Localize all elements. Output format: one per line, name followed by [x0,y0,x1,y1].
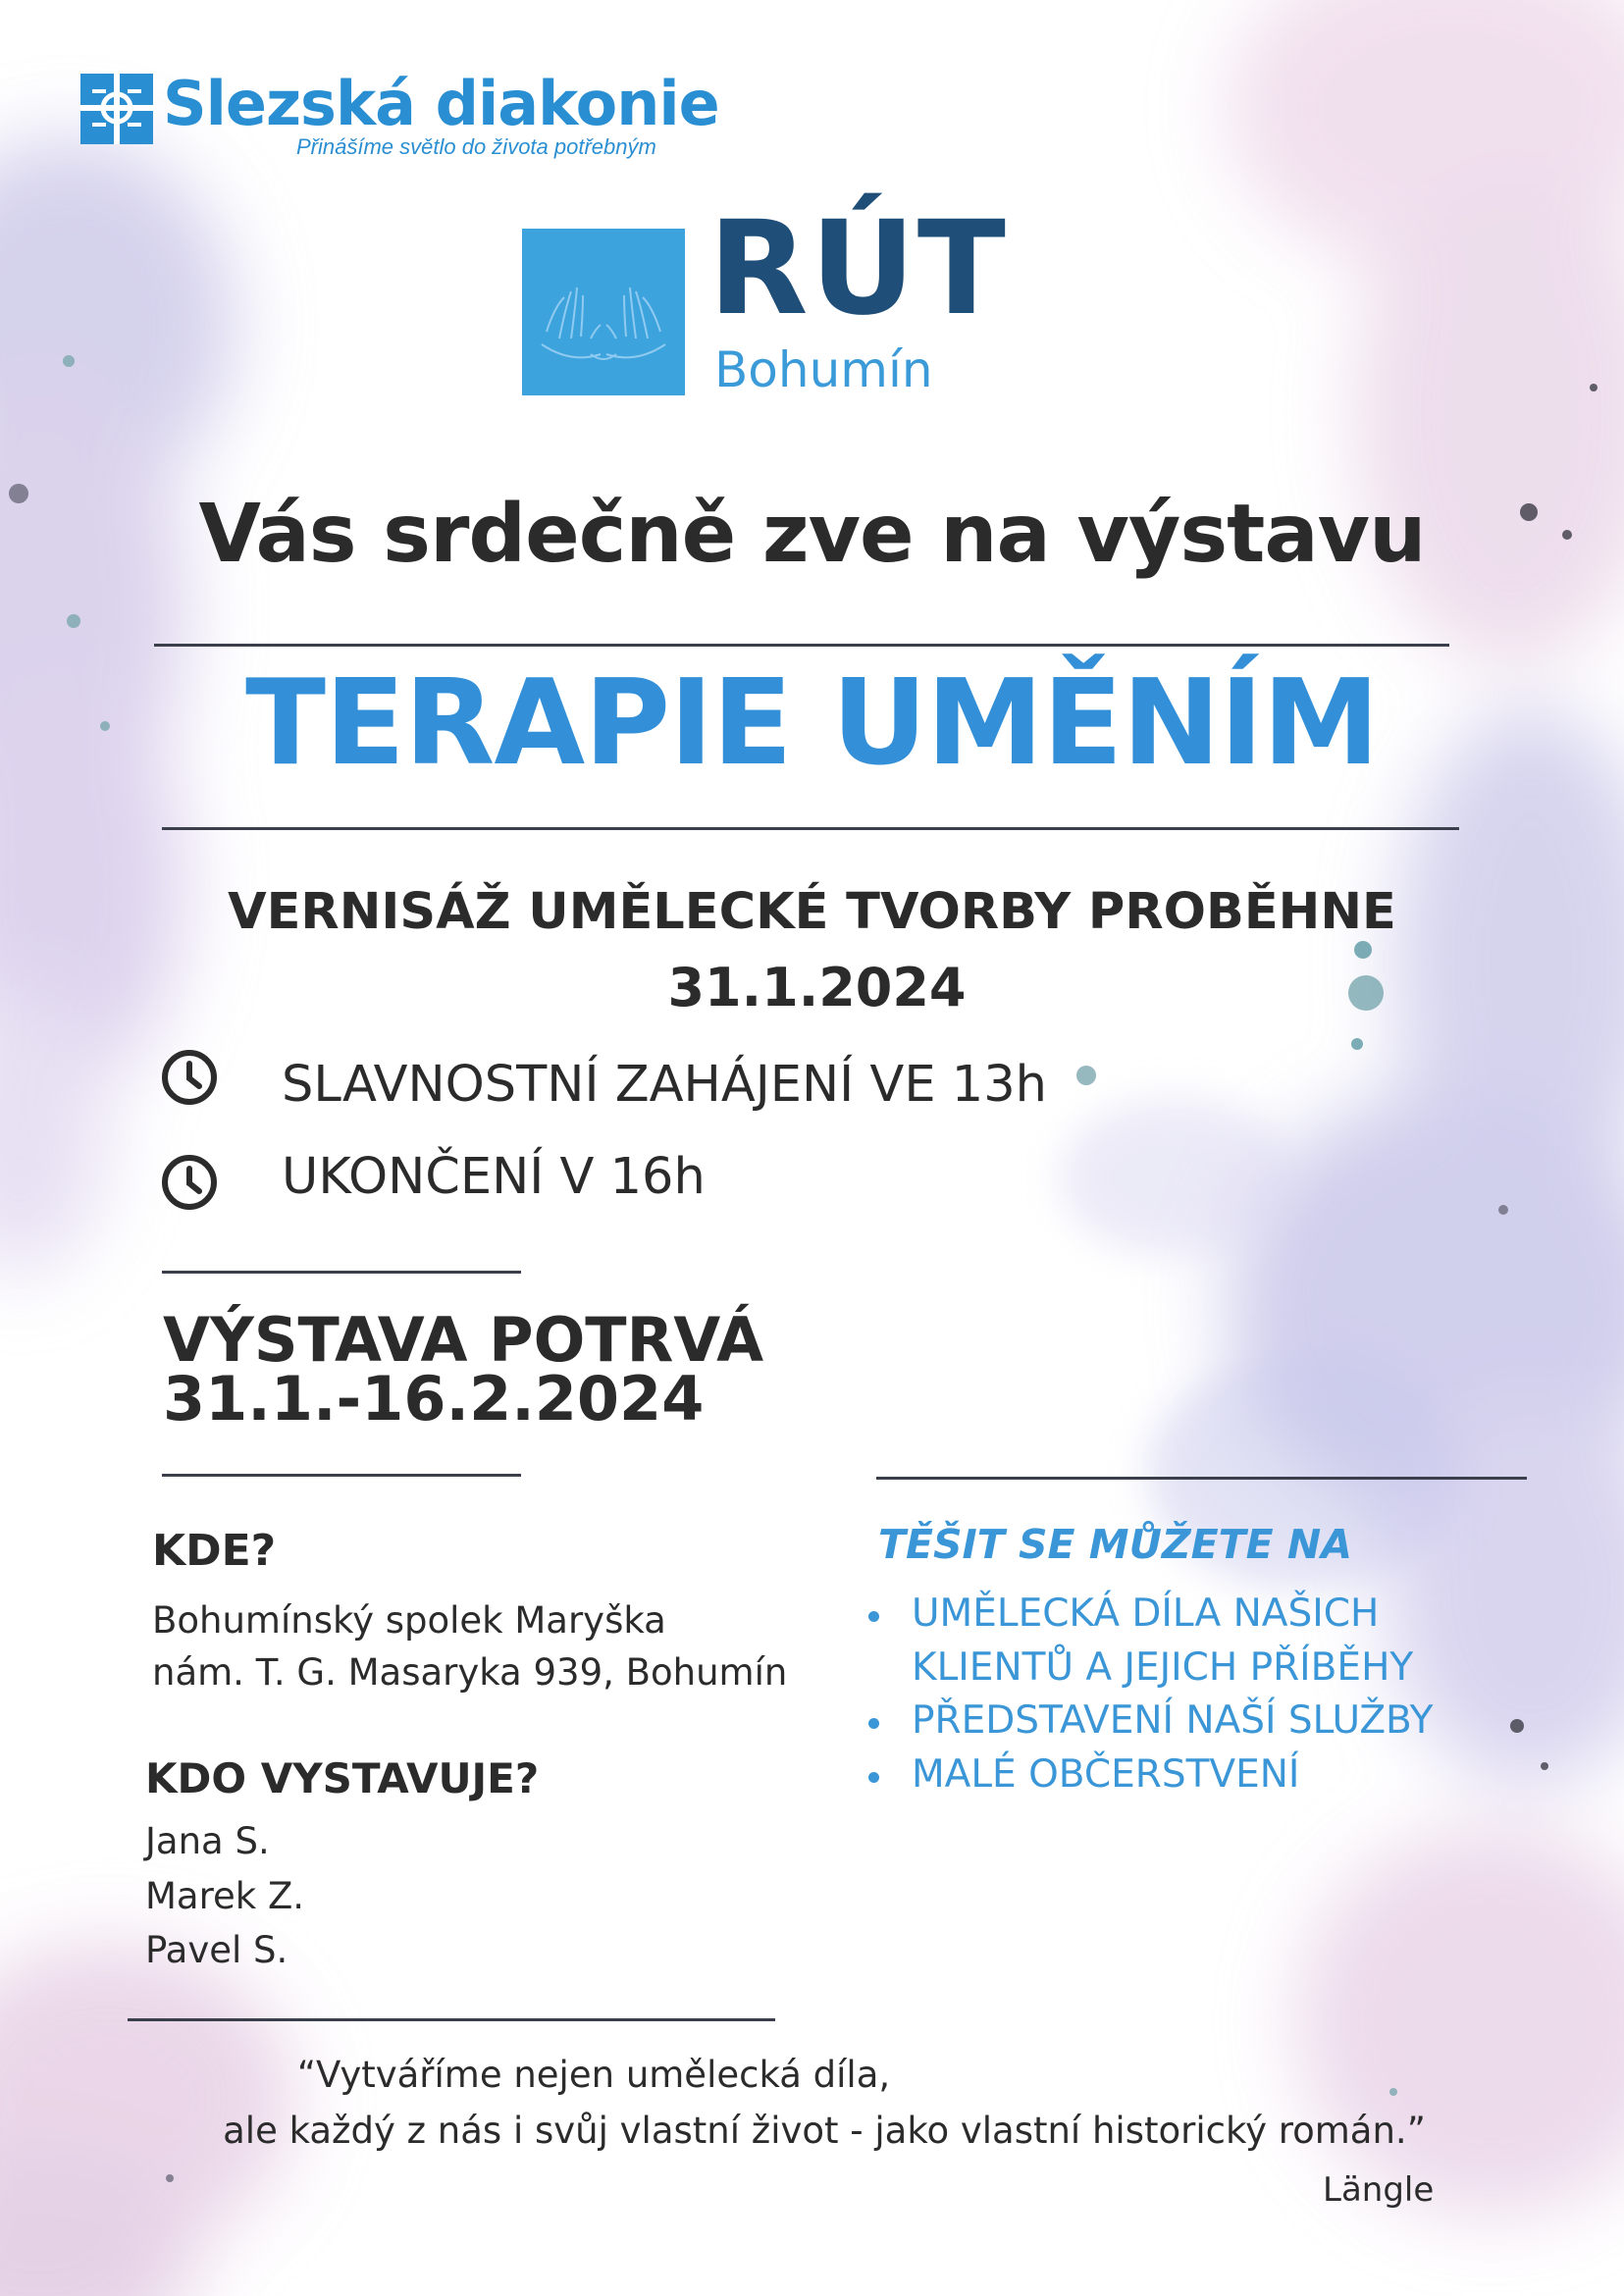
service-city: Bohumín [714,341,933,398]
divider [876,1477,1527,1480]
bullet-icon [868,1611,879,1622]
exhibitor-name: Pavel S. [145,1929,288,1971]
divider [162,1271,521,1274]
bullet-icon [868,1718,879,1729]
duration-label: VÝSTAVA POTRVÁ [163,1304,764,1376]
vernissage-heading: VERNISÁŽ UMĚLECKÉ TVORBY PROBĚHNE [228,883,1396,941]
exhibition-duration [163,1304,764,1435]
duration-dates: 31.1.-16.2.2024 [163,1363,705,1435]
clock-icon [160,1048,219,1107]
divider [154,644,1449,647]
service-name: RÚT [708,193,1008,344]
org-slogan: Přinášíme světlo do života potřebným [296,134,656,159]
exhibition-title: TERAPIE UMĚNÍM [245,655,1379,792]
hands-icon [522,229,685,395]
divider [162,827,1459,830]
divider [128,2018,775,2021]
quote-author: Längle [1323,2170,1435,2210]
invitation-heading: Vás srdečně zve na výstavu [198,488,1426,581]
exhibitor-name: Jana S. [145,1820,270,1862]
slezska-diakonie-logo [80,68,748,162]
exhibitor-name: Marek Z. [145,1875,305,1917]
vernissage-date: 31.1.2024 [667,957,967,1018]
diakonie-cross-icon [80,74,153,144]
where-heading: KDE? [152,1526,277,1576]
opening-time: SLAVNOSTNÍ ZAHÁJENÍ VE 13h [282,1056,1047,1114]
org-name: Slezská diakonie [163,68,719,139]
exhibitors-heading: KDO VYSTAVUJE? [145,1754,540,1802]
bullet-icon [868,1772,879,1783]
highlights-heading: TĚŠIT SE MŮŽETE NA [878,1521,1352,1568]
quote-line: ale každý z nás i svůj vlastní život - jako vlastní historický román.” [223,2110,1426,2152]
clock-icon [160,1153,219,1212]
closing-time: UKONČENÍ V 16h [282,1148,706,1206]
venue-address: nám. T. G. Masaryka 939, Bohumín [152,1651,788,1694]
divider [162,1474,521,1477]
quote-line: “Vytváříme nejen umělecká díla, [296,2054,891,2096]
venue-name: Bohumínský spolek Maryška [152,1599,666,1642]
